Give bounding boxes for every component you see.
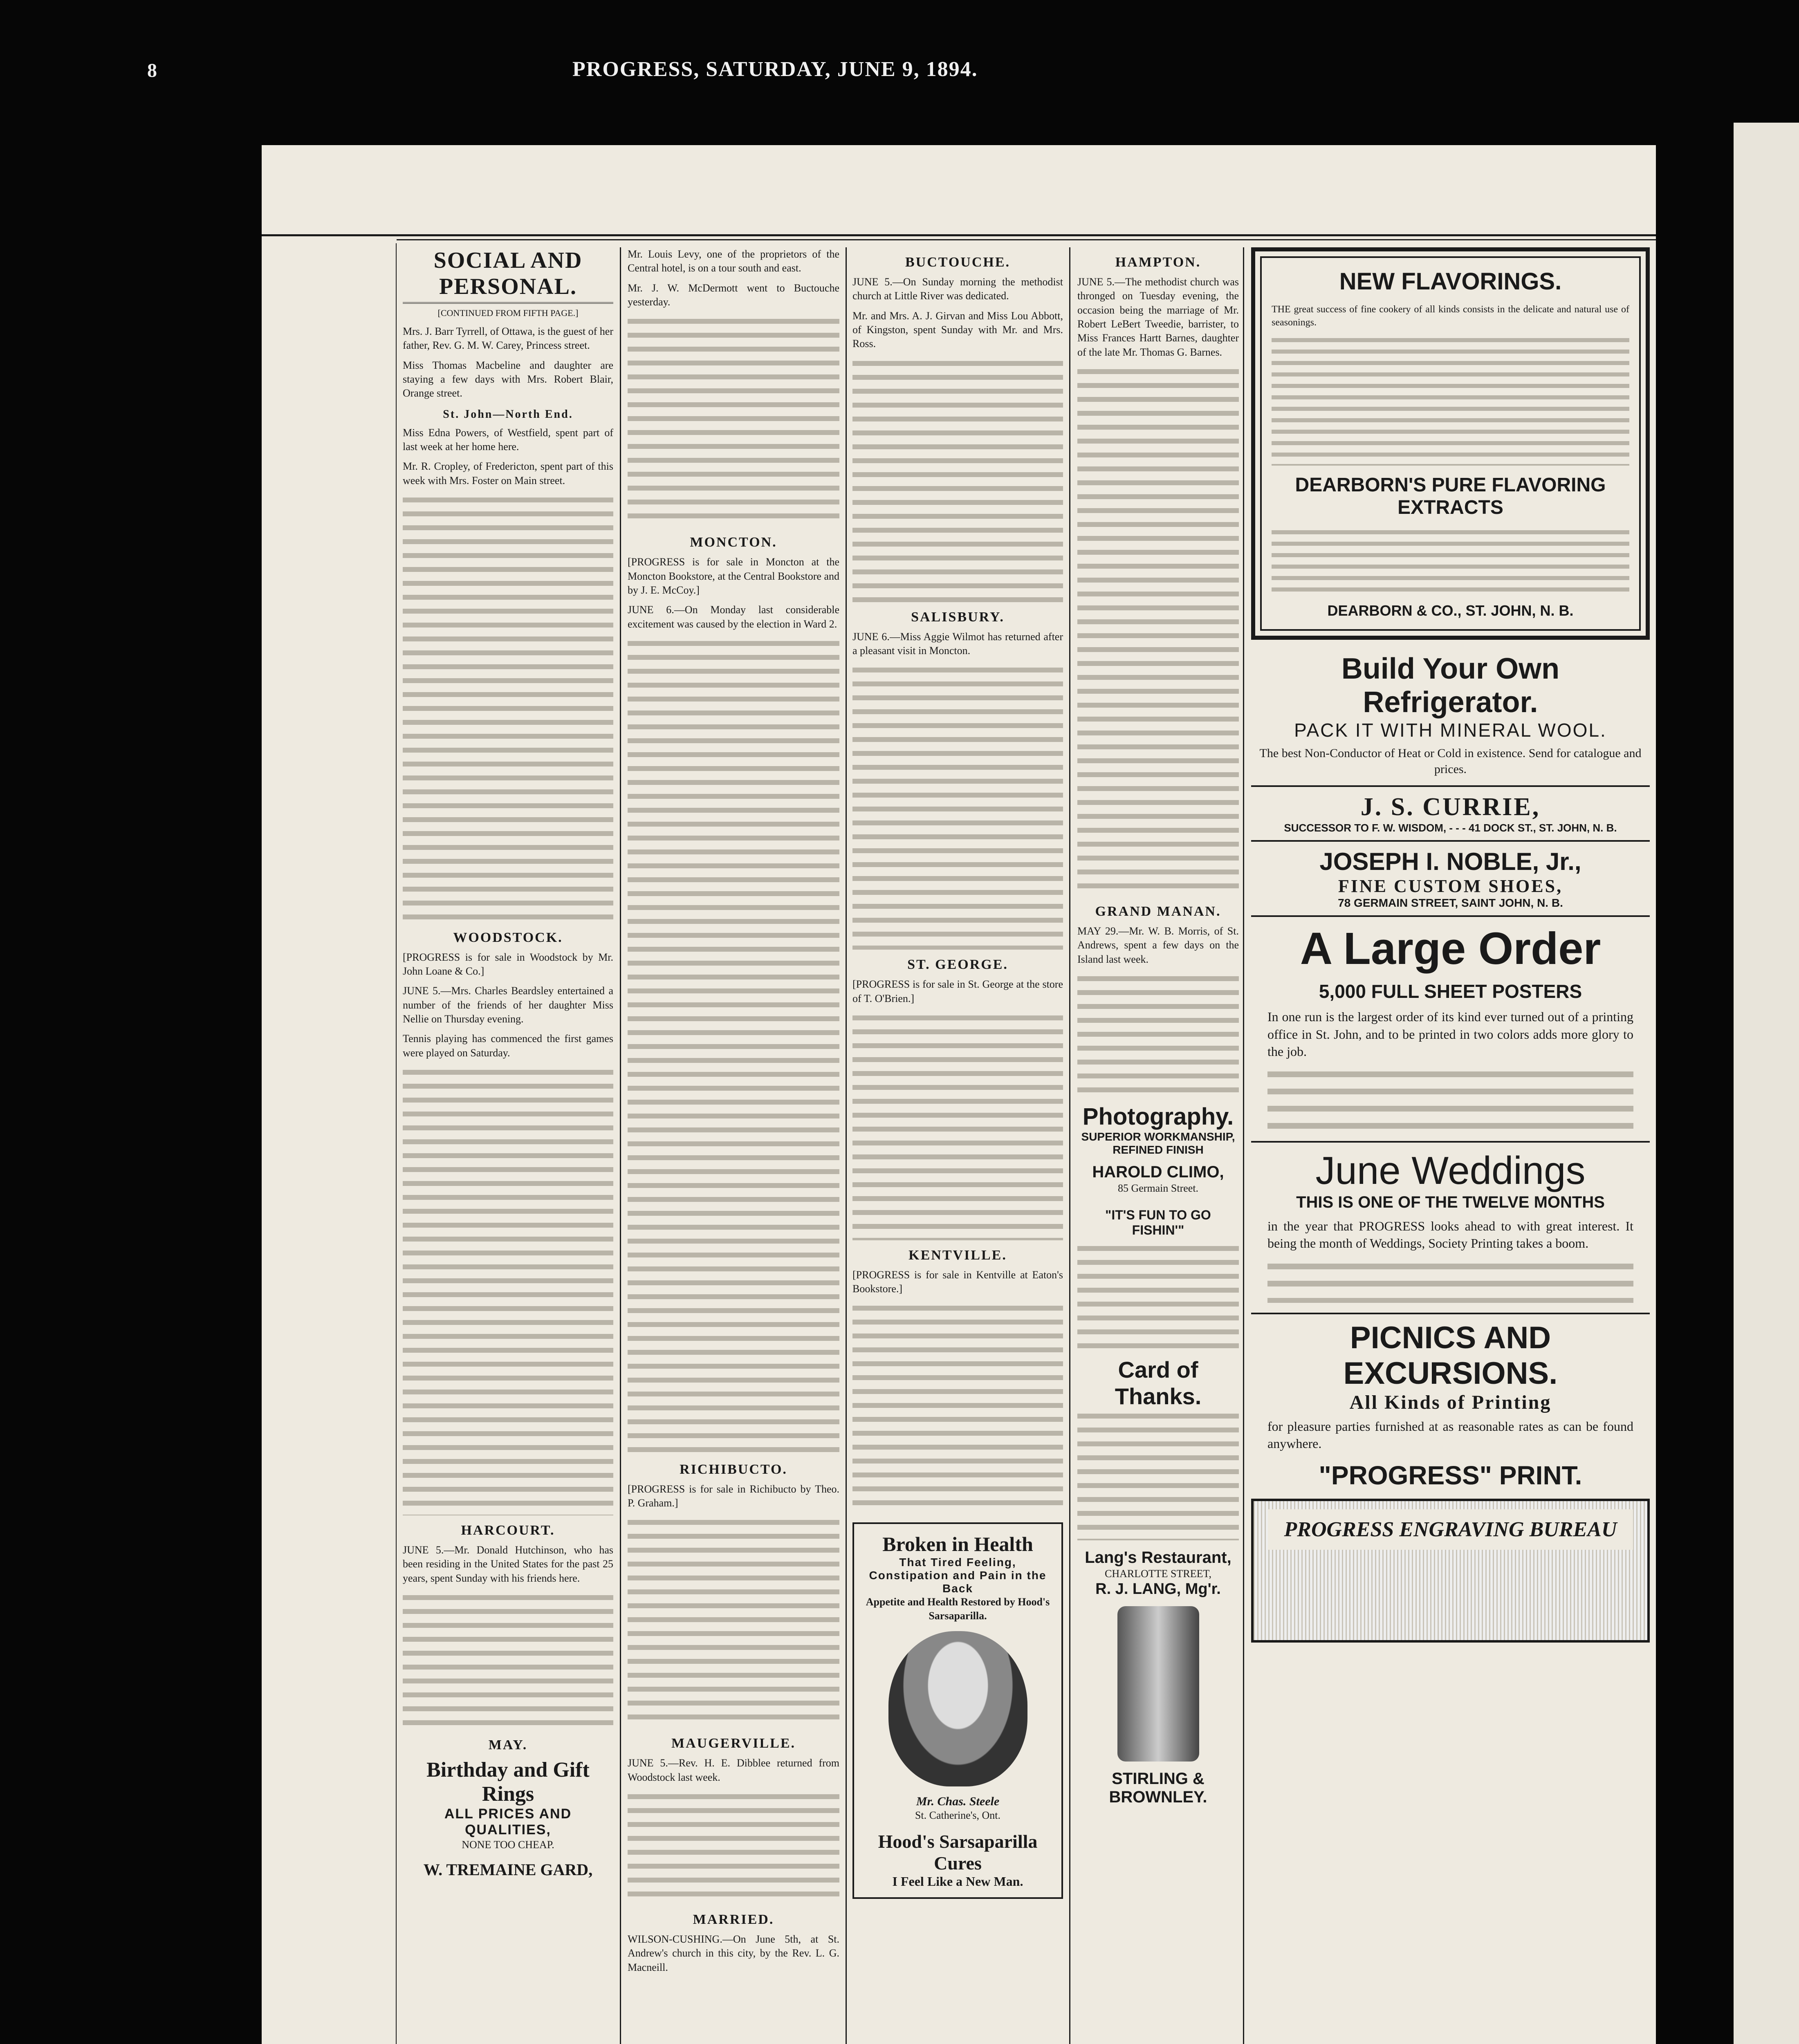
currie-ad (1251, 785, 1650, 834)
boiler-feeder-illustration (1117, 1606, 1199, 1762)
section-heading-st-george: ST. GEORGE. (907, 957, 1008, 973)
text-block (403, 1066, 613, 1515)
left-margin-rule (396, 243, 397, 2044)
noble-name: JOSEPH I. NOBLE, Jr., (1319, 848, 1581, 876)
paragraph: Tennis playing has commenced the first games were played on Saturday. (403, 1033, 613, 1059)
page-number: 8 (147, 60, 157, 81)
hoods-ad (852, 1522, 1063, 1898)
engraving-bureau-title: PROGRESS ENGRAVING BUREAU (1268, 1509, 1633, 1550)
refrigerator-note: The best Non-Conductor of Heat or Cold in existence. Send for catalogue and prices. (1259, 746, 1642, 776)
photography-ad (1077, 1103, 1239, 1195)
large-order-ad (1251, 915, 1650, 1131)
continued-note: [CONTINUED FROM FIFTH PAGE.] (437, 308, 579, 318)
paragraph: [PROGRESS is for sale in Richibucto by Theo. P. Graham.] (628, 1483, 839, 1509)
paragraph: [PROGRESS is for sale in Kentville at Eaton's Bookstore.] (852, 1269, 1063, 1295)
section-heading-married: MARRIED. (693, 1912, 774, 1927)
paragraph: JUNE 5.—The methodist church was thronged on Tuesday evening, the occasion being the marriage of Mr. Robert LeBert Tweedie, barrister, to Miss Frances Hartt Barnes, daughter of the late Mr. Thomas G. Barnes. (1077, 276, 1239, 358)
noble-address: 78 GERMAIN STREET, SAINT JOHN, N. B. (1338, 896, 1563, 910)
adjacent-page-edge (1734, 123, 1799, 2044)
lang-restaurant-name: Lang's Restaurant, (1085, 1548, 1231, 1567)
noble-subtitle: FINE CUSTOM SHOES, (1338, 876, 1563, 896)
section-heading-harcourt: HARCOURT. (461, 1523, 555, 1538)
masthead-subrule (397, 239, 1656, 240)
progress-print: "PROGRESS" PRINT. (1319, 1460, 1582, 1490)
text-block (1272, 527, 1629, 596)
stirling-brownley: STIRLING & BROWNLEY. (1109, 1770, 1207, 1806)
text-block (1267, 1258, 1633, 1303)
large-order-subtitle: 5,000 FULL SHEET POSTERS (1319, 981, 1582, 1002)
photography-subtitle: SUPERIOR WORKMANSHIP, (1081, 1130, 1235, 1143)
refrigerator-title: Build Your Own Refrigerator. (1341, 652, 1560, 719)
text-block (1077, 365, 1239, 896)
flavorings-address: DEARBORN & CO., ST. JOHN, N. B. (1327, 602, 1574, 619)
text-block (1077, 972, 1239, 1095)
paragraph: JUNE 5.—Mr. Donald Hutchinson, who has been residing in the United States for the past 25 years, spent Sunday with his friends here. (403, 1544, 613, 1584)
masthead-title: PROGRESS, SATURDAY, JUNE 9, 1894. (572, 58, 978, 81)
paragraph: Mr. J. W. McDermott went to Buctouche yesterday. (628, 282, 839, 308)
picnics-subtitle: All Kinds of Printing (1349, 1391, 1552, 1413)
newspaper-page (262, 145, 1656, 2044)
paragraph: [PROGRESS is for sale in St. George at the store of T. O'Brien.] (852, 978, 1063, 1004)
refrigerator-subtitle: PACK IT WITH MINERAL WOOL. (1294, 719, 1607, 741)
section-heading-buctouche: BUCTOUCHE. (905, 255, 1011, 270)
column-1 (403, 247, 613, 2044)
rings-ad-subtitle: ALL PRICES AND QUALITIES, (444, 1806, 572, 1838)
paragraph: WILSON-CUSHING.—On June 5th, at St. Andrew's church in this city, by the Rev. L. G. Macneill. (628, 1933, 839, 1973)
lang-restaurant-ad (1077, 1549, 1239, 1598)
rings-ad (403, 1758, 613, 1879)
picnics-text: for pleasure parties furnished at as reasonable rates as can be found anywhere. (1267, 1419, 1633, 1451)
text-block (1272, 335, 1629, 466)
column-rule (846, 247, 847, 2044)
section-heading-may: MAY. (488, 1737, 528, 1753)
text-block (852, 1011, 1063, 1240)
text-block (852, 1302, 1063, 1514)
portrait-caption: Mr. Chas. Steele (916, 1795, 1000, 1809)
noble-ad (1251, 840, 1650, 910)
fishing-ad: "IT'S FUN TO GO FISHIN'" (1105, 1207, 1211, 1237)
portrait-caption-2: St. Catherine's, Ont. (915, 1809, 1001, 1822)
refrigerator-ad (1251, 652, 1650, 777)
paragraph: [PROGRESS is for sale in Woodstock by Mr. John Loane & Co.] (403, 951, 613, 977)
text-block (628, 1516, 839, 1728)
rings-ad-title: Birthday and Gift Rings (426, 1758, 590, 1806)
portrait-engraving (888, 1631, 1027, 1786)
currie-subtitle: SUCCESSOR TO F. W. WISDOM, - - - 41 DOCK ST., ST. JOHN, N. B. (1284, 822, 1617, 834)
paragraph: JUNE 5.—Mrs. Charles Beardsley entertained a number of the friends of her daughter Miss Nellie on Thursday evening. (403, 985, 613, 1025)
text-block (628, 315, 839, 527)
currie-name: J. S. CURRIE, (1360, 793, 1541, 821)
column-rule (1243, 247, 1244, 2044)
paragraph: MAY 29.—Mr. W. B. Morris, of St. Andrews, spent a few days on the Island last week. (1077, 925, 1239, 965)
rings-ad-note: NONE TOO CHEAP. (462, 1838, 554, 1851)
text-block (403, 493, 613, 923)
hoods-ad-subtitle-2: Appetite and Health Restored by Hood's Sarsaparilla. (866, 1596, 1050, 1622)
masthead-rule (262, 234, 1656, 236)
picnics-ad (1251, 1313, 1650, 1490)
text-block (403, 1591, 613, 1730)
text-block (852, 663, 1063, 950)
paragraph: Miss Edna Powers, of Westfield, spent part of last week at her home here. (403, 426, 613, 453)
paragraph: JUNE 6.—On Monday last considerable excitement was caused by the election in Ward 2. (628, 604, 839, 630)
text-block (628, 637, 839, 1455)
paragraph: JUNE 6.—Miss Aggie Wilmot has returned after a pleasant visit in Moncton. (852, 630, 1063, 657)
june-weddings-text: in the year that PROGRESS looks ahead to with great interest. It being the month of Weddings, Society Printing takes a boom. (1267, 1219, 1633, 1251)
column-rule (620, 247, 621, 2044)
text-block (628, 1790, 839, 1905)
text-block (852, 357, 1063, 602)
flavorings-brand: DEARBORN'S PURE FLAVORING EXTRACTS (1295, 474, 1606, 519)
text-block (1077, 1410, 1239, 1540)
flavorings-text: THE great success of fine cookery of all kinds consists in the delicate and natural use of seasonings. (1272, 304, 1629, 328)
hoods-new-man: I Feel Like a New Man. (892, 1874, 1023, 1889)
paragraph: JUNE 5.—On Sunday morning the methodist church at Little River was dedicated. (852, 276, 1063, 302)
photographer-address: 85 Germain Street. (1117, 1182, 1199, 1194)
column-5 (1251, 247, 1650, 2044)
photography-title: Photography. (1082, 1103, 1234, 1130)
column-4 (1077, 247, 1239, 2044)
picnics-title: PICNICS AND EXCURSIONS. (1343, 1320, 1558, 1391)
column-3 (852, 247, 1063, 2044)
section-heading-grand-manan: GRAND MANAN. (1095, 903, 1221, 919)
large-order-text: In one run is the largest order of its kind ever turned out of a printing office in St. John, and to be printed in two colors adds more glory to the job. (1267, 1009, 1633, 1059)
june-weddings-subtitle: THIS IS ONE OF THE TWELVE MONTHS (1296, 1193, 1605, 1212)
paragraph: Miss Thomas Macbeline and daughter are staying a few days with Mrs. Robert Blair, Orange street. (403, 359, 613, 399)
section-heading-richibucto: RICHIBUCTO. (680, 1461, 787, 1477)
paragraph: [PROGRESS is for sale in Moncton at the Moncton Bookstore, at the Central Bookstore and by J. E. McCoy.] (628, 556, 839, 596)
column-2 (628, 247, 839, 2044)
text-block (1077, 1242, 1239, 1348)
section-heading-moncton: MONCTON. (690, 535, 777, 550)
paragraph: Mr. R. Cropley, of Fredericton, spent part of this week with Mrs. Foster on Main street. (403, 460, 613, 486)
subheading: St. John—North End. (443, 408, 573, 421)
hoods-ad-title: Broken in Health (882, 1533, 1033, 1556)
paragraph: Mr. Louis Levy, one of the proprietors of the Central hotel, is on a tour south and east. (628, 248, 839, 274)
section-heading-kentville: KENTVILLE. (908, 1247, 1007, 1263)
photographer-name: HAROLD CLIMO, (1092, 1163, 1224, 1181)
section-heading-maugerville: MAUGERVILLE. (671, 1736, 796, 1751)
card-of-thanks-title: Card of Thanks. (1115, 1356, 1202, 1409)
large-order-title: A Large Order (1300, 923, 1601, 974)
text-block (1267, 1066, 1633, 1131)
flavorings-ad (1251, 247, 1650, 640)
paragraph: JUNE 5.—Rev. H. E. Dibblee returned from Woodstock last week. (628, 1757, 839, 1783)
paragraph: Mr. and Mrs. A. J. Girvan and Miss Lou Abbott, of Kingston, spent Sunday with Mr. and Mrs. Ross. (852, 309, 1063, 350)
june-weddings-ad (1251, 1141, 1650, 1302)
paragraph: Mrs. J. Barr Tyrrell, of Ottawa, is the guest of her father, Rev. G. M. W. Carey, Princess street. (403, 325, 613, 352)
engraving-bureau-ad (1251, 1499, 1650, 1643)
section-heading-social: SOCIAL AND PERSONAL. (403, 247, 613, 304)
hoods-ad-subtitle: That Tired Feeling, Constipation and Pain in the Back (869, 1556, 1047, 1595)
hoods-cures: Hood's Sarsaparilla Cures (878, 1831, 1038, 1874)
flavorings-title: NEW FLAVORINGS. (1339, 268, 1562, 295)
section-heading-salisbury: SALISBURY. (911, 609, 1005, 625)
section-heading-woodstock: WOODSTOCK. (453, 930, 563, 945)
section-heading-hampton: HAMPTON. (1115, 255, 1201, 270)
column-rule (1069, 247, 1070, 2044)
photography-subtitle-2: REFINED FINISH (1113, 1143, 1204, 1156)
lang-restaurant-street: CHARLOTTE STREET, (1105, 1567, 1211, 1580)
lang-restaurant-manager: R. J. LANG, Mg'r. (1095, 1580, 1221, 1598)
rings-ad-name: W. TREMAINE GARD, (423, 1860, 593, 1879)
june-weddings-title: June Weddings (1315, 1149, 1586, 1193)
